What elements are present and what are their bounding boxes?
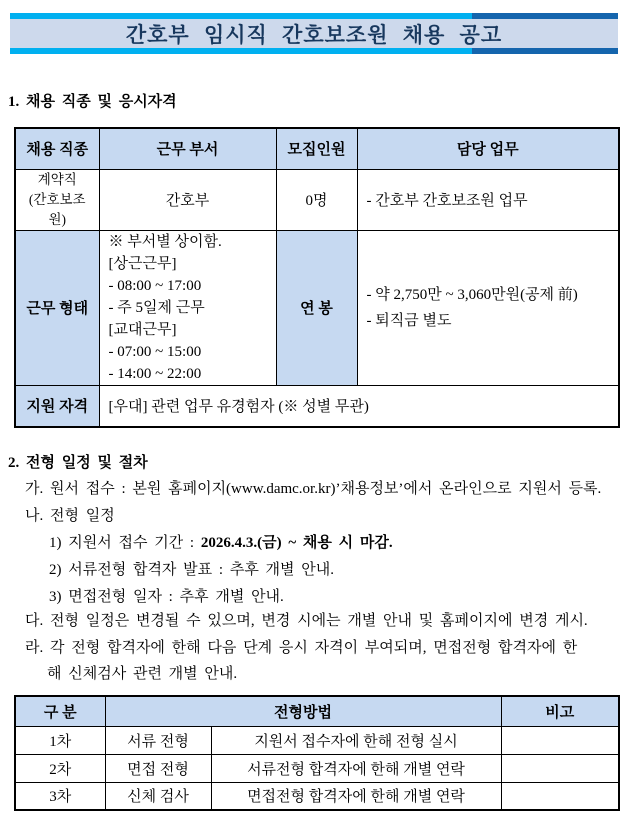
column-header-method: 전형방법	[105, 696, 501, 726]
job-table-header-row	[15, 128, 619, 169]
stage-cell: 2차	[15, 754, 105, 782]
method-cell: 면접 전형	[105, 754, 211, 782]
process-row-2	[15, 754, 619, 782]
column-header-job-type: 채용 직종	[15, 128, 99, 169]
qualification-label: 지원 자격	[15, 385, 99, 427]
interview-date-line: 3) 면접전형 일자 : 추후 개별 안내.	[49, 589, 284, 605]
method-cell: 서류 전형	[105, 726, 211, 754]
headcount-cell: 0명	[276, 169, 357, 230]
application-method-line: 가. 원서 접수 : 본원 홈페이지(www.damc.or.kr)’채용정보’에서 온라인으로 지원서 등록.	[25, 481, 602, 497]
salary-cell	[357, 230, 619, 385]
salary-line: - 약 2,750만 ~ 3,060만원(공제 前)	[366, 286, 578, 303]
schedule-line: - 주 5일제 근무	[108, 299, 205, 316]
note-cell	[501, 754, 619, 782]
application-period-dates: 2026.4.3.(금) ~ 채용 시 마감.	[200, 535, 393, 551]
application-period-line	[49, 533, 393, 553]
department-cell: 간호부	[99, 169, 276, 230]
section1-heading: 1. 채용 직종 및 응시자격	[8, 94, 177, 110]
work-type-label: 근무 형태	[15, 230, 99, 385]
column-header-category: 구 분	[15, 696, 105, 726]
banner-bottom-border	[10, 48, 618, 54]
schedule-line: - 07:00 ~ 15:00	[108, 343, 202, 360]
schedule-change-line: 다. 전형 일정은 변경될 수 있으며, 변경 시에는 개별 안내 및 홈페이지에 변경 게시.	[25, 613, 588, 629]
note-cell	[501, 782, 619, 810]
column-header-department: 근무 부서	[99, 128, 276, 169]
job-info-table	[14, 127, 620, 428]
schedule-line: [교대근무]	[108, 321, 177, 338]
schedule-line: - 14:00 ~ 22:00	[108, 365, 202, 382]
job-type-line2: (간호보조원)	[28, 191, 86, 227]
note-cell	[501, 726, 619, 754]
job-table-row-qualification	[15, 385, 619, 427]
stage-cell: 3차	[15, 782, 105, 810]
work-schedule-cell	[99, 230, 276, 385]
stage-qualification-line1: 라. 각 전형 합격자에 한해 다음 단계 응시 자격이 부여되며, 면접전형 합격자에 한	[25, 640, 578, 656]
process-table-header-row	[15, 696, 619, 726]
process-row-3	[15, 782, 619, 810]
description-cell: 면접전형 합격자에 한해 개별 연락	[211, 782, 501, 810]
stage-qualification-line2: 해 신체검사 관련 개별 안내.	[47, 666, 238, 682]
schedule-line: ※ 부서별 상이함.	[108, 233, 222, 250]
title-banner	[10, 13, 618, 54]
job-table-row-worktype	[15, 230, 619, 385]
description-cell: 서류전형 합격자에 한해 개별 연락	[211, 754, 501, 782]
banner-body	[10, 19, 618, 48]
schedule-line: [상근근무]	[108, 255, 177, 272]
column-header-headcount: 모집인원	[276, 128, 357, 169]
salary-line: - 퇴직금 별도	[366, 312, 452, 329]
selection-process-table	[14, 695, 620, 811]
application-period-prefix: 1) 지원서 접수 기간 :	[49, 535, 201, 551]
page-title: 간호부 임시직 간호보조원 채용 공고	[125, 22, 503, 47]
stage-cell: 1차	[15, 726, 105, 754]
description-cell: 지원서 접수자에 한해 전형 실시	[211, 726, 501, 754]
job-type-line1: 계약직	[37, 171, 77, 187]
duty-cell: - 간호부 간호보조원 업무	[357, 169, 619, 230]
document-result-line: 2) 서류전형 합격자 발표 : 추후 개별 안내.	[49, 562, 335, 578]
section2-heading: 2. 전형 일정 및 절차	[8, 455, 148, 471]
column-header-duty: 담당 업무	[357, 128, 619, 169]
process-row-1	[15, 726, 619, 754]
job-table-row-position	[15, 169, 619, 230]
schedule-subheading-line: 나. 전형 일정	[25, 508, 115, 524]
job-type-cell	[15, 169, 99, 230]
method-cell: 신체 검사	[105, 782, 211, 810]
schedule-line: - 08:00 ~ 17:00	[108, 277, 202, 294]
salary-label: 연 봉	[276, 230, 357, 385]
column-header-note: 비고	[501, 696, 619, 726]
qualification-cell: [우대] 관련 업무 유경험자 (※ 성별 무관)	[99, 385, 619, 427]
